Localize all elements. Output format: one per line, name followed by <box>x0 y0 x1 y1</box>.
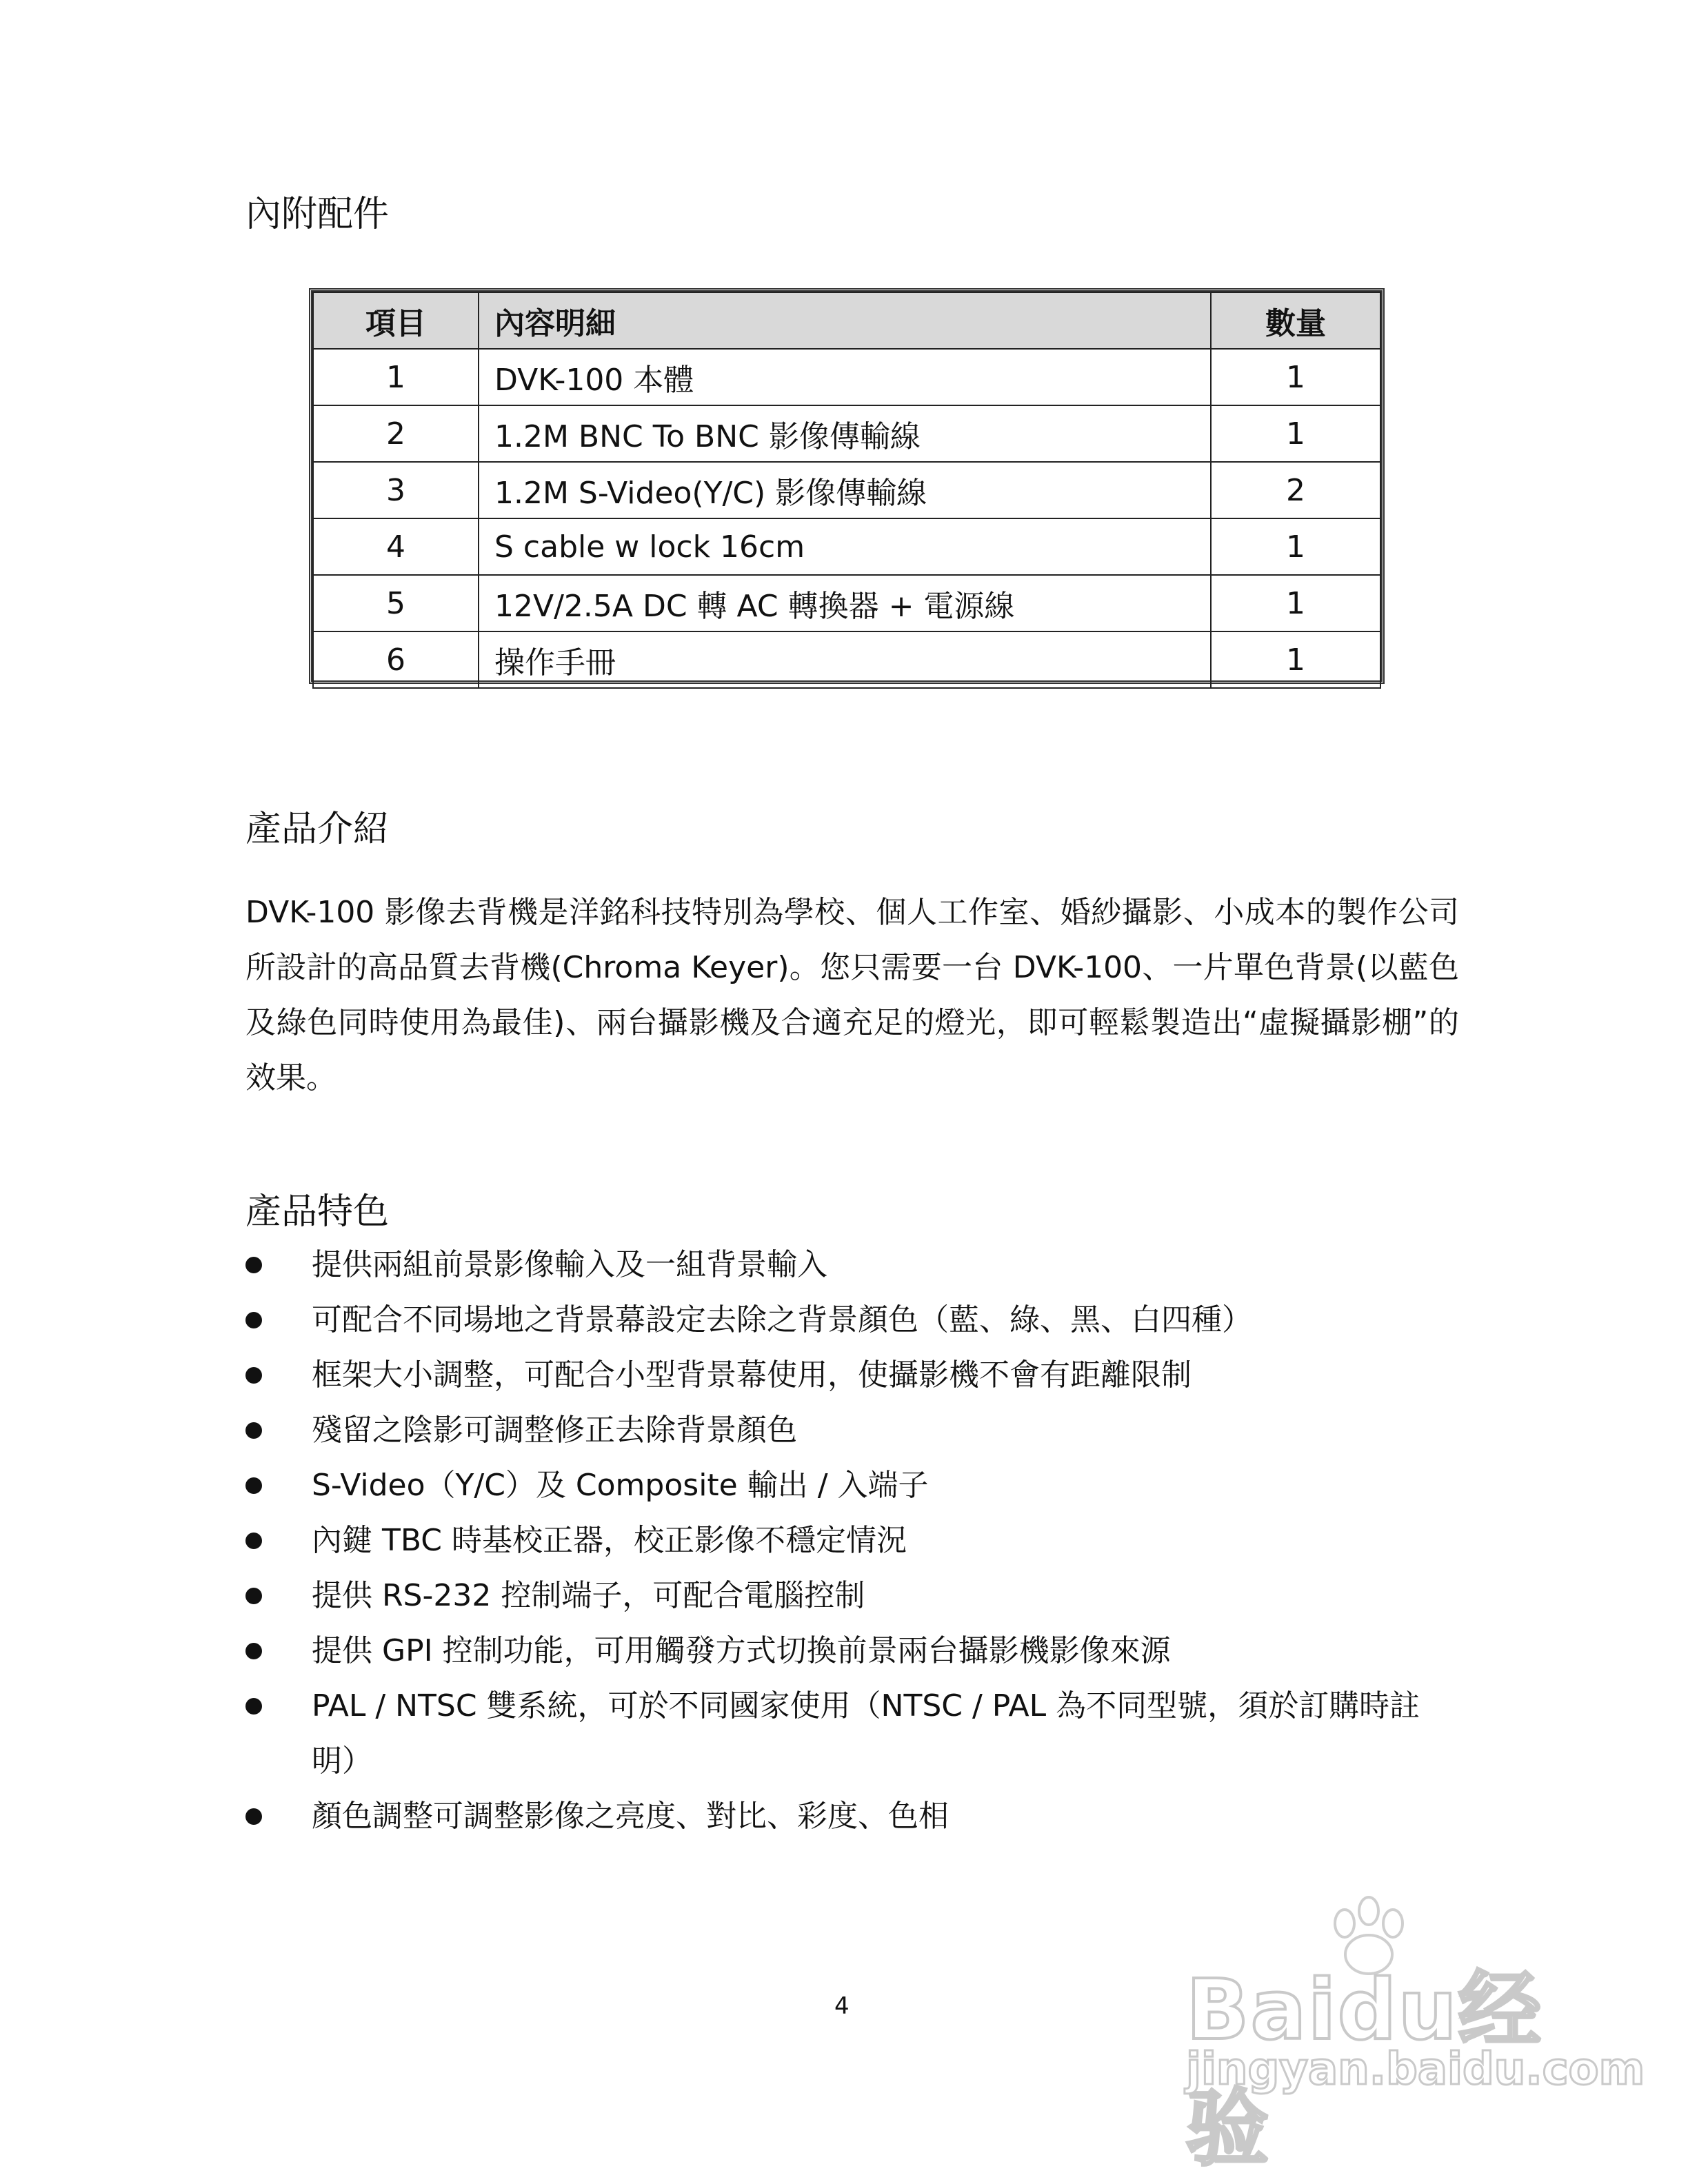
cell-quantity: 1 <box>1211 575 1380 631</box>
bullet-icon <box>245 1643 262 1659</box>
cell-quantity: 1 <box>1211 631 1380 688</box>
column-header-item: 項目 <box>313 292 479 349</box>
feature-text: 提供 GPI 控制功能，可用觸發方式切換前景兩台攝影機影像來源 <box>312 1633 1171 1668</box>
column-header-description: 內容明細 <box>479 292 1211 349</box>
cell-quantity: 1 <box>1211 405 1380 462</box>
feature-text: 可配合不同場地之背景幕設定去除之背景顏色（藍、綠、黑、白四種） <box>312 1302 1252 1337</box>
column-header-quantity: 數量 <box>1211 292 1380 349</box>
list-item <box>245 1679 1459 1789</box>
cell-item-no: 6 <box>313 631 479 688</box>
list-item <box>245 1458 1459 1513</box>
feature-text: 殘留之陰影可調整修正去除背景顏色 <box>312 1413 797 1448</box>
intro-paragraph: DVK-100 影像去背機是洋銘科技特別為學校、個人工作室、婚紗攝影、小成本的製作公司所設計的高品質去背機(Chroma Keyer)。您只需要一台 DVK-100、一片單色背景(以藍色及綠色同時使用為最佳)、兩台攝影機及合適充足的燈光，即可輕鬆製造出“虛擬攝影棚”的效果。 <box>245 895 1459 1095</box>
list-item <box>245 1293 1459 1348</box>
bullet-icon <box>245 1312 262 1328</box>
intro-heading: 產品介紹 <box>245 809 390 850</box>
feature-text: 顏色調整可調整影像之亮度、對比、彩度、色相 <box>312 1799 949 1834</box>
table-header-row <box>313 292 1380 349</box>
cell-description: 1.2M BNC To BNC 影像傳輸線 <box>479 405 1211 462</box>
bullet-icon <box>245 1422 262 1439</box>
cell-description: 操作手冊 <box>479 631 1211 688</box>
feature-text: 內鍵 TBC 時基校正器，校正影像不穩定情況 <box>312 1523 907 1558</box>
cell-description: DVK-100 本體 <box>479 349 1211 405</box>
feature-text: S-Video（Y/C）及 Composite 輸出 / 入端子 <box>312 1468 929 1503</box>
accessories-heading: 內附配件 <box>245 194 390 235</box>
list-item <box>245 1348 1459 1403</box>
table-row <box>313 518 1380 575</box>
bullet-icon <box>245 1477 262 1494</box>
watermark-url: jingyan.baidu.com <box>1186 2044 1645 2095</box>
list-item <box>245 1237 1459 1293</box>
features-heading: 產品特色 <box>245 1191 390 1233</box>
bullet-icon <box>245 1808 262 1825</box>
table-row <box>313 405 1380 462</box>
table-row <box>313 349 1380 405</box>
feature-text: 提供 RS-232 控制端子，可配合電腦控制 <box>312 1578 865 1613</box>
feature-text: 框架大小調整，可配合小型背景幕使用，使攝影機不會有距離限制 <box>312 1357 1192 1393</box>
cell-description: 12V/2.5A DC 轉 AC 轉換器 + 電源線 <box>479 575 1211 631</box>
cell-description: S cable w lock 16cm <box>479 518 1211 575</box>
list-item <box>245 1568 1459 1624</box>
table-row <box>313 575 1380 631</box>
bullet-icon <box>245 1533 262 1549</box>
list-item <box>245 1624 1459 1679</box>
list-item <box>245 1789 1459 1844</box>
cell-description: 1.2M S-Video(Y/C) 影像傳輸線 <box>479 462 1211 518</box>
feature-text: 提供兩組前景影像輸入及一組背景輸入 <box>312 1247 827 1282</box>
feature-text: PAL / NTSC 雙系統，可於不同國家使用（NTSC / PAL 為不同型號，須於訂購時註明） <box>312 1688 1420 1779</box>
cell-item-no: 4 <box>313 518 479 575</box>
baidu-watermark <box>1186 1896 1645 2177</box>
table-row <box>313 631 1380 688</box>
cell-quantity: 1 <box>1211 518 1380 575</box>
watermark-brand: Baidu经验 <box>1186 1963 1543 2177</box>
list-item <box>245 1513 1459 1568</box>
bullet-icon <box>245 1367 262 1384</box>
accessories-table <box>309 288 1385 684</box>
bullet-icon <box>245 1257 262 1273</box>
bullet-icon <box>245 1698 262 1715</box>
features-list <box>245 1237 1459 1844</box>
table-row <box>313 462 1380 518</box>
cell-item-no: 1 <box>313 349 479 405</box>
page-number: 4 <box>834 1992 850 2020</box>
cell-item-no: 5 <box>313 575 479 631</box>
list-item <box>245 1403 1459 1458</box>
cell-quantity: 1 <box>1211 349 1380 405</box>
cell-item-no: 2 <box>313 405 479 462</box>
cell-item-no: 3 <box>313 462 479 518</box>
cell-quantity: 2 <box>1211 462 1380 518</box>
bullet-icon <box>245 1588 262 1604</box>
